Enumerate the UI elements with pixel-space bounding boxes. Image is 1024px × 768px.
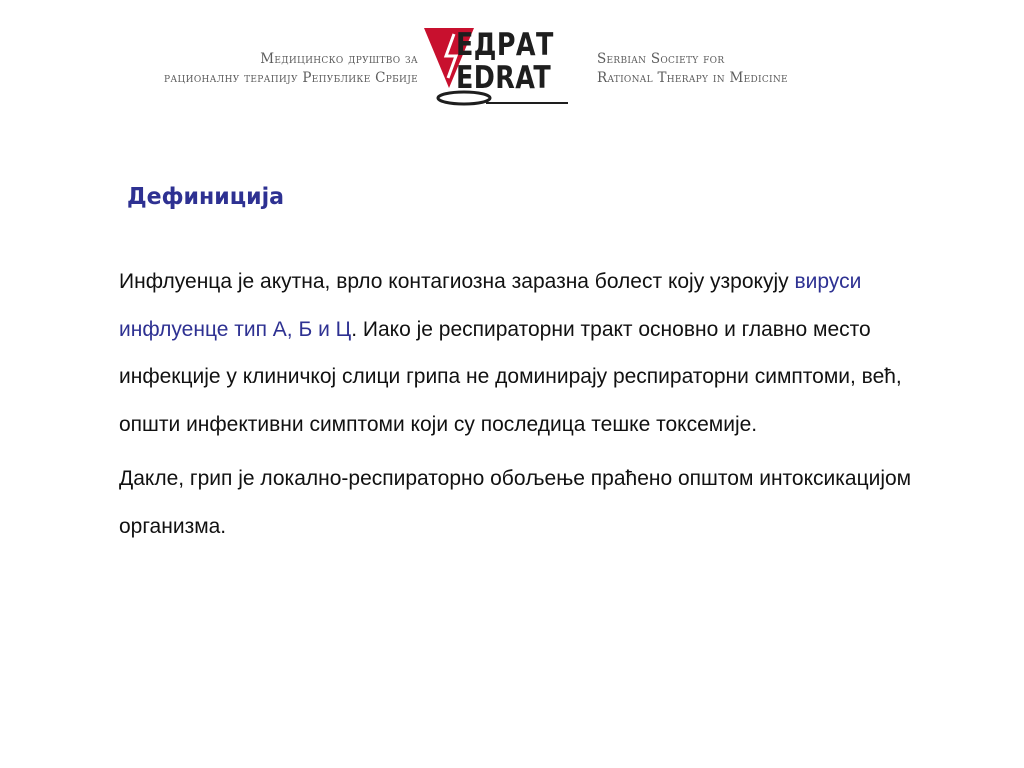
slide-title: Дефиниција: [127, 184, 285, 210]
org-name-english-line2: Rational Therapy in Medicine: [597, 70, 788, 86]
header: [0, 0, 1024, 120]
org-name-english-line1: Serbian Society for: [597, 51, 725, 67]
medrat-logo: [424, 26, 574, 110]
slide-body: [119, 258, 939, 550]
paragraph1-text-start: Инфлуенца је акутна, врло контагиозна заразна болест коју узрокују: [119, 270, 795, 293]
paragraph-definition: [119, 258, 939, 448]
org-name-english: [597, 50, 788, 88]
paragraph1-text-end: . Иако је респираторни тракт основно и главно место инфекције у клиничкој слици грипа не доминирају респираторни симптоми, већ, општи инфективни симптоми који су последица тешке токсемије.: [119, 317, 902, 436]
logo-text-latin: EDRAT: [456, 60, 552, 96]
org-name-serbian-line2: рационалну терапију Републике Србије: [164, 70, 418, 86]
virus-types-highlight: вируси инфлуенце тип А, Б и Ц: [119, 270, 862, 341]
org-name-serbian: [164, 50, 418, 88]
org-name-serbian-line1: Медицинско друштво за: [260, 51, 418, 67]
logo-text-cyrillic: ЕДРАТ: [456, 27, 554, 63]
paragraph-conclusion: Дакле, грип је локално-респираторно обољење праћено општом интоксикацијом организма.: [119, 467, 912, 538]
